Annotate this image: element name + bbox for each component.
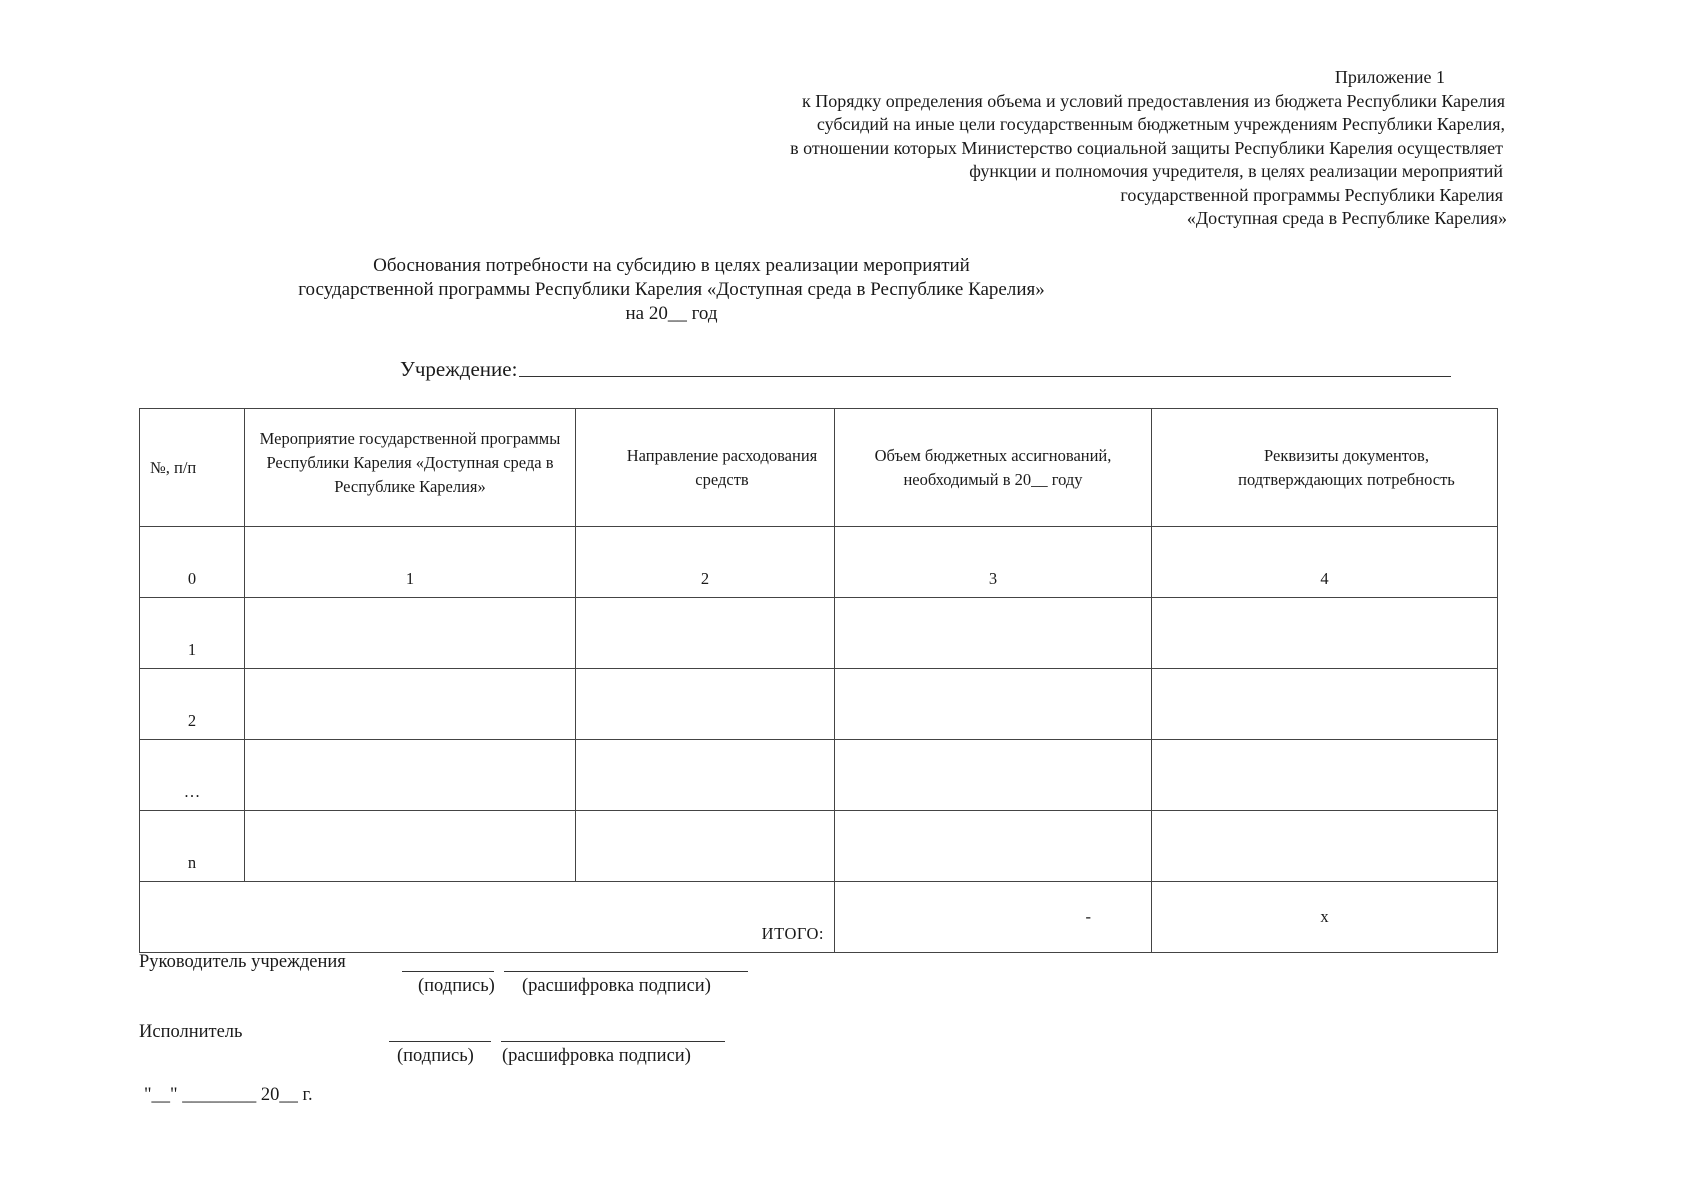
column-number: 0 (140, 527, 245, 598)
column-number: 4 (1152, 527, 1498, 598)
table-row (140, 598, 1498, 669)
head-role-label: Руководитель учреждения (139, 952, 346, 972)
column-number: 1 (245, 527, 576, 598)
annex-line: государственной программы Республики Карелия (1120, 184, 1503, 205)
header-cell-activity: Мероприятие государственной программы Республики Карелия «Доступная среда в Республике Карелия» (245, 409, 576, 527)
table-cell[interactable] (1152, 811, 1498, 882)
institution-label: Учреждение: (400, 357, 518, 381)
title-line: государственной программы Республики Карелия «Доступная среда в Республике Карелия» (298, 279, 1045, 300)
document-title (130, 254, 1213, 326)
table-cell[interactable] (835, 598, 1152, 669)
table-cell[interactable] (576, 669, 835, 740)
annex-line: «Доступная среда в Республике Карелия» (1186, 208, 1507, 228)
total-row (140, 882, 1498, 953)
table-row (140, 811, 1498, 882)
table-row (140, 669, 1498, 740)
row-number: … (140, 740, 245, 811)
table-cell[interactable] (576, 811, 835, 882)
head-signature-hint: (подпись) (418, 976, 495, 996)
table-cell[interactable] (1152, 669, 1498, 740)
executor-decode-line[interactable] (501, 1040, 725, 1042)
header-cell-direction: Направление расходования средств (576, 409, 835, 527)
table-cell[interactable] (245, 669, 576, 740)
table-cell[interactable] (1152, 740, 1498, 811)
annex-line: функции и полномочия учредителя, в целях реализации мероприятий (969, 161, 1503, 181)
institution-fill-line[interactable] (519, 375, 1451, 377)
table-header-row (140, 409, 1498, 527)
header-cell-number: №, п/п (140, 409, 245, 527)
table-cell[interactable] (245, 811, 576, 882)
table-cell[interactable] (835, 811, 1152, 882)
executor-signature-hint: (подпись) (397, 1046, 474, 1066)
column-number-row (140, 527, 1498, 598)
row-number: n (140, 811, 245, 882)
column-number: 3 (835, 527, 1152, 598)
table-cell[interactable] (576, 740, 835, 811)
executor-signature-line[interactable] (389, 1040, 491, 1042)
annex-line: субсидий на иные цели государственным бюджетным учреждениям Республики Карелия, (816, 114, 1505, 134)
annex-line: в отношении которых Министерство социальной защиты Республики Карелия осуществляет (790, 137, 1503, 158)
table-cell[interactable] (245, 598, 576, 669)
institution-field (400, 356, 1451, 382)
annex-line: к Порядку определения объема и условий предоставления из бюджета Республики Карелия (802, 90, 1505, 111)
annex-header (607, 66, 1507, 231)
executor-role-label: Исполнитель (139, 1022, 243, 1042)
date-line: "__" ________ 20__ г. (144, 1085, 313, 1105)
total-label: ИТОГО: (140, 882, 835, 953)
total-volume: - (835, 882, 1152, 953)
title-year-line: на 20__ год (625, 303, 718, 324)
table-row (140, 740, 1498, 811)
table-cell[interactable] (835, 669, 1152, 740)
row-number: 1 (140, 598, 245, 669)
table-cell[interactable] (245, 740, 576, 811)
total-documents: x (1152, 882, 1498, 953)
justification-table (139, 408, 1498, 953)
table-cell[interactable] (1152, 598, 1498, 669)
head-decode-line[interactable] (504, 970, 748, 972)
header-cell-volume: Объем бюджетных ассигнований, необходимый в 20__ году (835, 409, 1152, 527)
title-line: Обоснования потребности на субсидию в целях реализации мероприятий (373, 255, 970, 276)
header-cell-documents: Реквизиты документов, подтверждающих потребность (1152, 409, 1498, 527)
table-cell[interactable] (576, 598, 835, 669)
column-number: 2 (576, 527, 835, 598)
head-signature-line[interactable] (402, 970, 494, 972)
table-cell[interactable] (835, 740, 1152, 811)
head-decode-hint: (расшифровка подписи) (522, 976, 711, 996)
executor-decode-hint: (расшифровка подписи) (502, 1046, 691, 1066)
annex-title: Приложение 1 (1334, 67, 1445, 87)
row-number: 2 (140, 669, 245, 740)
